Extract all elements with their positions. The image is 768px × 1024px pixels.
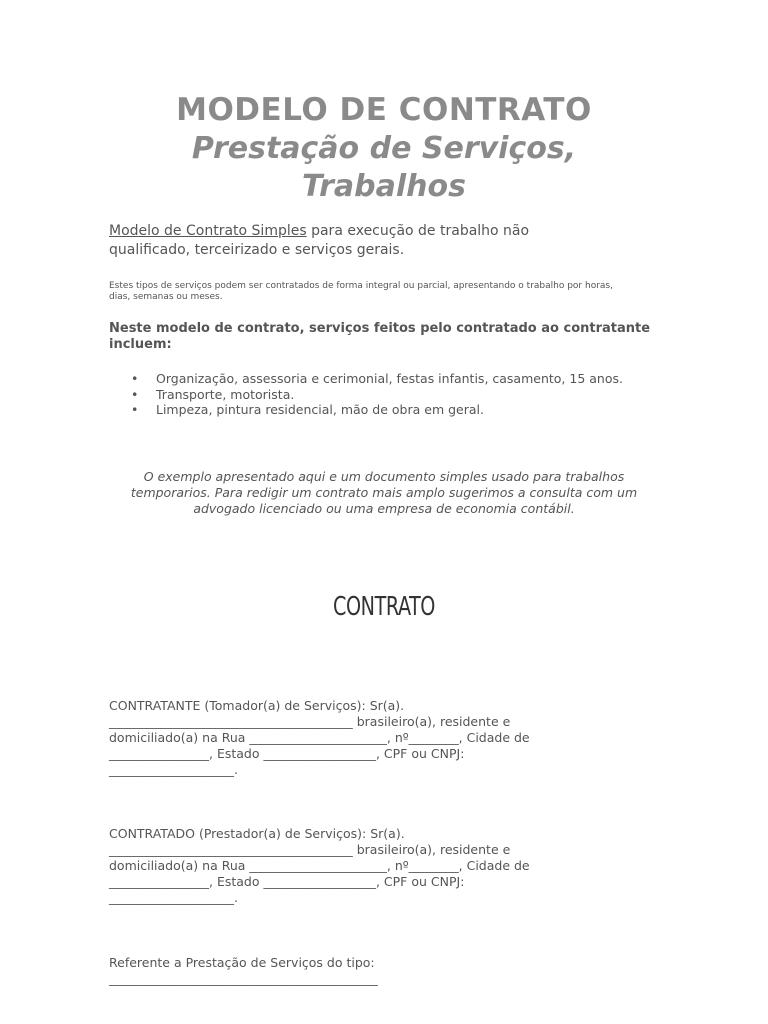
contratante-line3: domiciliado(a) na Rua ______________________, nº________, Cidade de — [109, 730, 530, 745]
contratante-line5: ____________________. — [109, 762, 238, 777]
referente-clause — [109, 955, 629, 987]
example-note — [109, 469, 659, 517]
contratante-clause — [109, 698, 629, 778]
contratante-line4: ________________, Estado __________________, CPF ou CNPJ: — [109, 746, 465, 761]
referente-line2: ___________________________________________ — [109, 971, 378, 986]
contratado-line4: ________________, Estado __________________, CPF ou CNPJ: — [109, 874, 465, 889]
note-line1: Estes tipos de serviços podem ser contratados de forma integral ou parcial, apresentando o trabalho por horas, — [109, 281, 613, 291]
intro-rest-line1: para execução de trabalho não — [306, 223, 530, 239]
service-types-note — [109, 281, 669, 303]
contratado-line1: CONTRATADO (Prestador(a) de Serviços): Sr(a). — [109, 826, 405, 841]
list-item: • Limpeza, pintura residencial, mão de obra em geral. — [109, 402, 669, 418]
note-line2: dias, semanas ou meses. — [109, 292, 223, 302]
title-main: MODELO DE CONTRATO — [176, 92, 592, 128]
contratado-line5: ____________________. — [109, 890, 238, 905]
contratante-line2: _______________________________________ brasileiro(a), residente e — [109, 714, 511, 729]
contratado-clause — [109, 826, 629, 906]
contract-link[interactable]: Modelo de Contrato Simples — [109, 223, 307, 239]
intro-paragraph — [109, 222, 669, 260]
includes-line1: Neste modelo de contrato, serviços feitos pelo contratado ao contratante — [109, 321, 651, 336]
list-item: • Transporte, motorista. — [109, 387, 669, 403]
services-list — [109, 371, 669, 418]
intro-line1 — [109, 222, 669, 241]
contratado-line2: _______________________________________ brasileiro(a), residente e — [109, 842, 511, 857]
list-item: • Organização, assessoria e cerimonial, festas infantis, casamento, 15 anos. — [109, 371, 669, 387]
example-line3: advogado licenciado ou uma empresa de economia contábil. — [193, 501, 575, 516]
includes-line2: incluem: — [109, 337, 172, 352]
title-sub-line1: Prestação de Serviços, — [191, 131, 577, 166]
contract-heading: CONTRATO — [332, 592, 435, 622]
contratante-line1: CONTRATANTE (Tomador(a) de Serviços): Sr(a). — [109, 698, 405, 713]
intro-line2: qualificado, terceirizado e serviços gerais. — [109, 242, 405, 258]
example-line1: O exemplo apresentado aqui e um documento simples usado para trabalhos — [143, 469, 625, 484]
referente-line1: Referente a Prestação de Serviços do tipo: — [109, 955, 375, 970]
title-sub-line2: Trabalhos — [301, 169, 467, 204]
includes-heading — [109, 321, 669, 353]
example-line2: temporarios. Para redigir um contrato mais amplo sugerimos a consulta com um — [130, 485, 638, 500]
contratado-line3: domiciliado(a) na Rua ______________________, nº________, Cidade de — [109, 858, 530, 873]
document-title — [0, 90, 768, 206]
